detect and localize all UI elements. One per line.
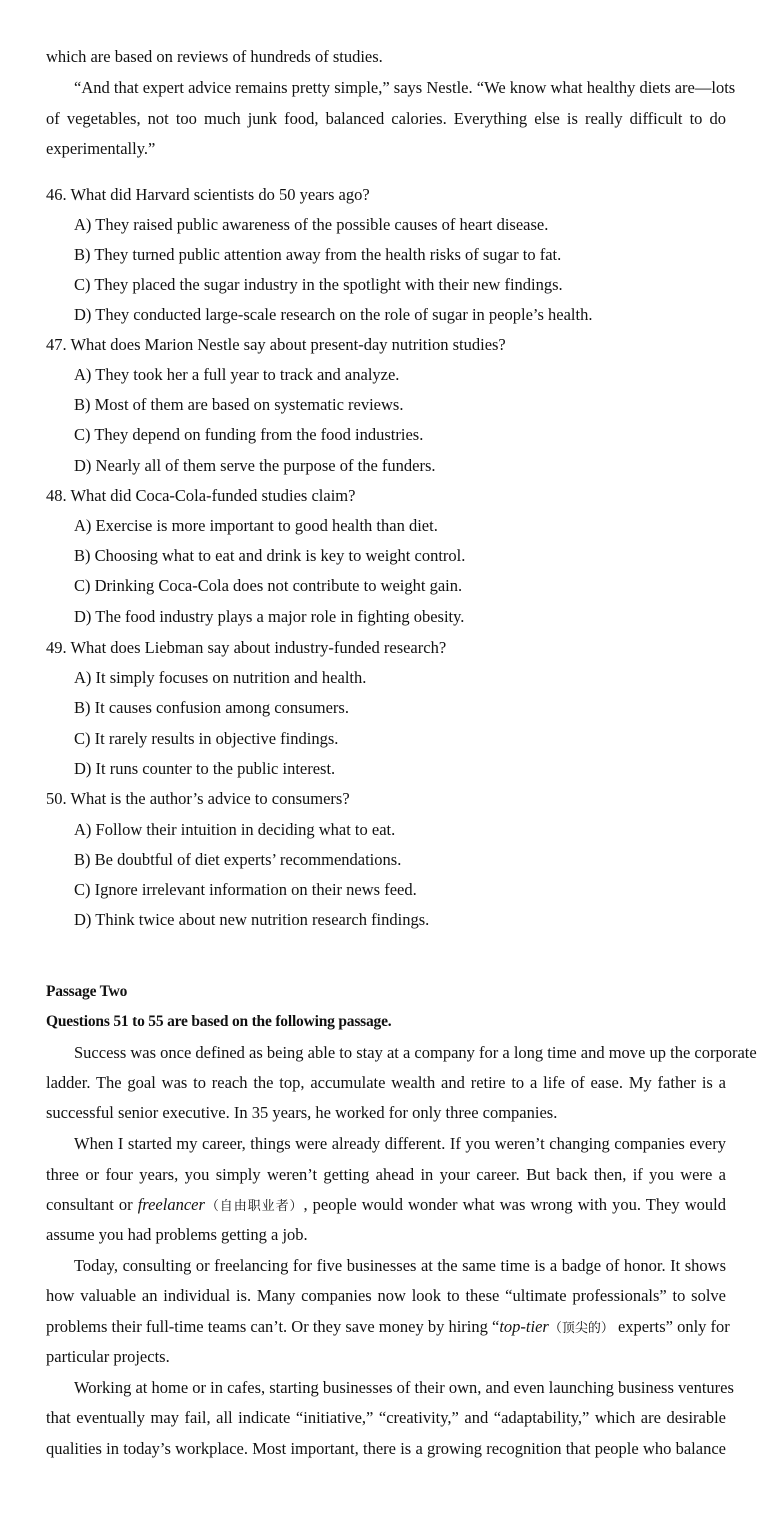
option-47-b[interactable]: B) Most of them are based on systematic reviews. xyxy=(74,395,404,414)
option-46-b[interactable]: B) They turned public attention away from the health risks of sugar to fat. xyxy=(74,245,562,264)
passage-two-line-freelancer xyxy=(46,1190,726,1220)
passage-one-paragraph-line: “And that expert advice remains pretty simple,” says Nestle. “We know what healthy diets are—lots xyxy=(74,78,736,97)
passage-two-subheading: Questions 51 to 55 are based on the following passage. xyxy=(46,1013,392,1030)
line-text-after: experts” only for xyxy=(613,1317,730,1336)
passage-two-line: qualities in today’s workplace. Most important, there is a growing recognition that people who balance xyxy=(46,1439,726,1458)
passage-two-heading: Passage Two xyxy=(46,983,128,1000)
option-47-c[interactable]: C) They depend on funding from the food industries. xyxy=(74,425,424,444)
option-46-c[interactable]: C) They placed the sugar industry in the spotlight with their new findings. xyxy=(74,275,563,294)
option-46-d[interactable]: D) They conducted large-scale research on the role of sugar in people’s health. xyxy=(74,305,593,324)
passage-two-line: assume you had problems getting a job. xyxy=(46,1225,308,1244)
passage-two-line: three or four years, you simply weren’t getting ahead in your career. But back then, if you were a xyxy=(46,1165,726,1184)
option-47-a[interactable]: A) They took her a full year to track and analyze. xyxy=(74,365,400,384)
passage-two-line-top-tier xyxy=(46,1312,730,1342)
passage-two-line: Today, consulting or freelancing for five businesses at the same time is a badge of honor. It shows xyxy=(74,1256,726,1275)
option-46-a[interactable]: A) They raised public awareness of the possible causes of heart disease. xyxy=(74,215,549,234)
passage-two-line: When I started my career, things were already different. If you weren’t changing companies every xyxy=(74,1134,726,1153)
passage-two-line: Working at home or in cafes, starting businesses of their own, and even launching business ventures xyxy=(74,1378,734,1397)
passage-one-paragraph-line: experimentally.” xyxy=(46,139,156,158)
option-50-d[interactable]: D) Think twice about new nutrition research findings. xyxy=(74,910,430,929)
line-text-after: , people would wonder what was wrong with you. They would xyxy=(303,1195,726,1214)
term-top-tier: top-tier xyxy=(499,1317,549,1336)
option-49-b[interactable]: B) It causes confusion among consumers. xyxy=(74,698,349,717)
option-48-c[interactable]: C) Drinking Coca-Cola does not contribute to weight gain. xyxy=(74,576,463,595)
option-49-d[interactable]: D) It runs counter to the public interest. xyxy=(74,759,336,778)
option-47-d[interactable]: D) Nearly all of them serve the purpose of the funders. xyxy=(74,456,436,475)
passage-two-line: successful senior executive. In 35 years, he worked for only three companies. xyxy=(46,1103,558,1122)
passage-two-line: how valuable an individual is. Many companies now look to these “ultimate professionals” to solve xyxy=(46,1286,726,1305)
option-48-d[interactable]: D) The food industry plays a major role in fighting obesity. xyxy=(74,607,465,626)
option-48-a[interactable]: A) Exercise is more important to good health than diet. xyxy=(74,516,438,535)
option-50-c[interactable]: C) Ignore irrelevant information on their news feed. xyxy=(74,880,417,899)
option-50-a[interactable]: A) Follow their intuition in deciding what to eat. xyxy=(74,820,396,839)
option-50-b[interactable]: B) Be doubtful of diet experts’ recommendations. xyxy=(74,850,402,869)
line-text-before: consultant or xyxy=(46,1195,138,1214)
term-freelancer: freelancer xyxy=(137,1195,205,1214)
option-48-b[interactable]: B) Choosing what to eat and drink is key to weight control. xyxy=(74,546,466,565)
question-stem-50: 50. What is the author’s advice to consumers? xyxy=(46,789,350,808)
option-49-a[interactable]: A) It simply focuses on nutrition and health. xyxy=(74,668,367,687)
chinese-gloss: （顶尖的） xyxy=(548,1321,614,1336)
passage-two-line: Success was once defined as being able to stay at a company for a long time and move up the corporate xyxy=(74,1043,757,1062)
passage-one-paragraph-line: of vegetables, not too much junk food, balanced calories. Everything else is really difficult to do xyxy=(46,109,726,128)
passage-two-line: that eventually may fail, all indicate “initiative,” “creativity,” and “adaptability,” which are desirable xyxy=(46,1408,726,1427)
question-stem-49: 49. What does Liebman say about industry-funded research? xyxy=(46,638,447,657)
question-stem-46: 46. What did Harvard scientists do 50 years ago? xyxy=(46,185,370,204)
option-49-c[interactable]: C) It rarely results in objective findings. xyxy=(74,729,339,748)
passage-two-line: particular projects. xyxy=(46,1347,170,1366)
question-stem-48: 48. What did Coca-Cola-funded studies claim? xyxy=(46,486,356,505)
passage-two-line: ladder. The goal was to reach the top, accumulate wealth and retire to a life of ease. My father is a xyxy=(46,1073,726,1092)
line-text-before: problems their full-time teams can’t. Or they save money by hiring “ xyxy=(46,1317,500,1336)
passage-one-last-line: which are based on reviews of hundreds of studies. xyxy=(46,47,383,66)
chinese-gloss: （自由职业者） xyxy=(204,1199,304,1214)
question-stem-47: 47. What does Marion Nestle say about present-day nutrition studies? xyxy=(46,335,506,354)
